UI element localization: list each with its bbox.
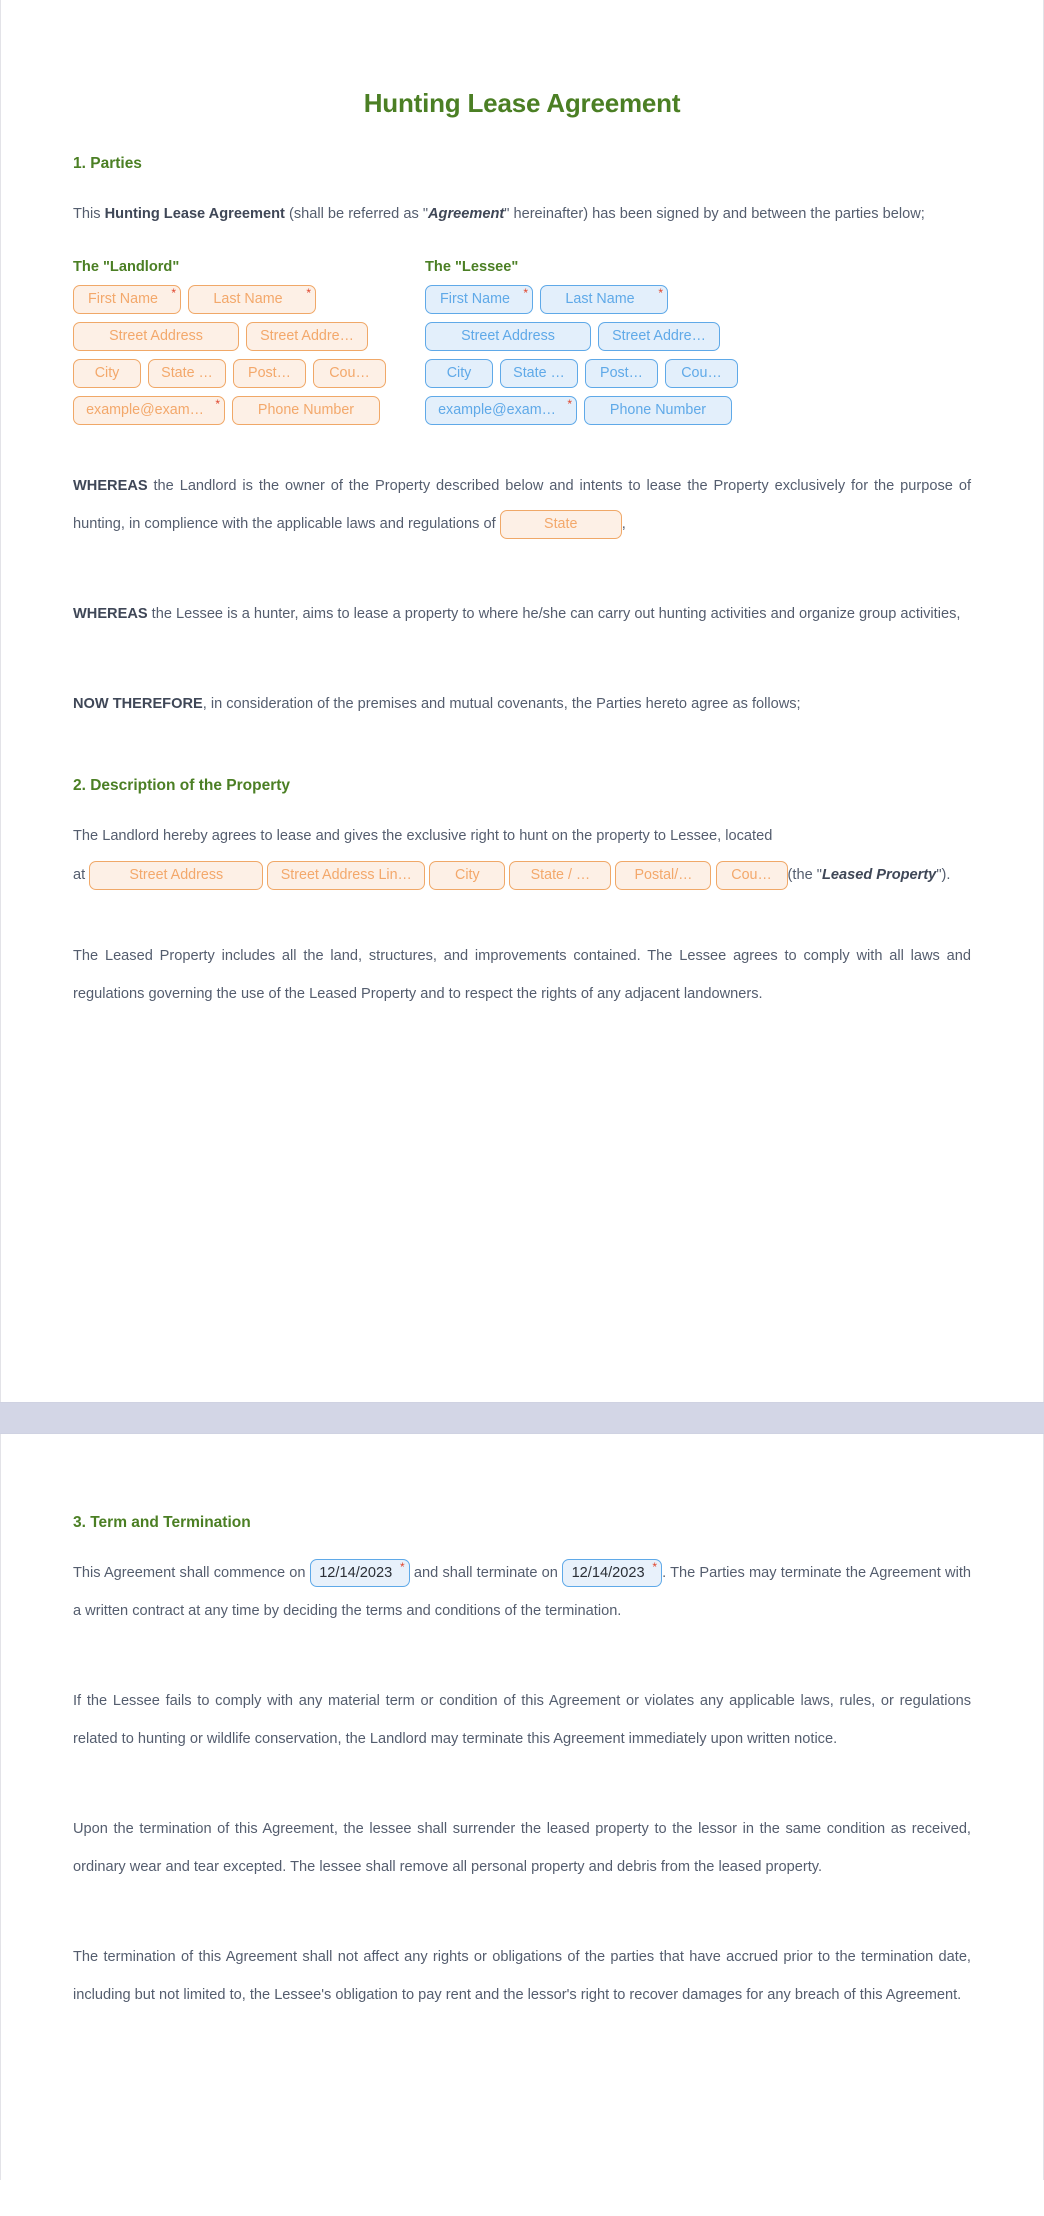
intro-agreement-italic: Agreement: [428, 206, 505, 222]
lessee-postal-input[interactable]: Post…: [585, 359, 658, 388]
start-date-input[interactable]: [310, 1559, 410, 1587]
landlord-email-placeholder: example@exam…: [86, 402, 204, 418]
intro-text-c: (shall be referred as ": [284, 206, 428, 222]
whereas-landlord-paragraph: [73, 467, 971, 543]
landlord-email-input[interactable]: [73, 396, 225, 425]
landlord-postal-input[interactable]: Post…: [233, 359, 306, 388]
whereas-lessee-paragraph: [73, 595, 971, 633]
start-date-value: 12/14/2023: [319, 1565, 393, 1582]
property-address-line: [73, 855, 971, 895]
lessee-city-input[interactable]: City: [425, 359, 493, 388]
landlord-first-name-input[interactable]: [73, 285, 181, 314]
lessee-street-address-input[interactable]: Street Address: [425, 322, 591, 351]
landlord-address-row: [73, 322, 397, 351]
leased-property-text-c: ").: [936, 867, 951, 884]
now-therefore-paragraph: [73, 685, 971, 723]
term-text-c: . The Parties may terminate the Agreement with a written contract at any time by deciding the terms and conditions of the termination.: [73, 1565, 971, 1619]
landlord-phone-input[interactable]: Phone Number: [232, 396, 380, 425]
lessee-name-row: [425, 285, 749, 314]
property-street-address-input[interactable]: Street Address: [89, 861, 263, 890]
required-asterisk-icon: *: [171, 286, 176, 300]
term-breach-paragraph: If the Lessee fails to comply with any material term or condition of this Agreement or violates any applicable laws, rules, or regulations related to hunting or wildlife conservation, the Landlord may terminate this Agreement immediately upon written notice.: [73, 1693, 971, 1747]
property-description-paragraph: The Leased Property includes all the land, structures, and improvements contained. The Lessee agrees to comply with all laws and regulations governing the use of the Leased Property and to respect the rights of any adjacent landowners.: [73, 948, 971, 1003]
term-commencement-paragraph: [73, 1554, 971, 1630]
spacer: [73, 1912, 971, 1938]
spacer: [73, 895, 971, 937]
term-surrender-paragraph: Upon the termination of this Agreement, the lessee shall surrender the leased property to the lessor in the same condition as received, ordinary wear and tear excepted. The lessee shall remove all personal property and debris from the leased property.: [73, 1821, 971, 1875]
section-heading-parties: 1. Parties: [73, 155, 142, 172]
term-accrued-rights-paragraph: The termination of this Agreement shall not affect any rights or obligations of the parties that have accrued prior to the termination date, including but not limited to, the Lessee's obligation to pay rent and the lessor's right to recover damages for any breach of this Agreement.: [73, 1949, 971, 2003]
term-text-a: This Agreement shall commence on: [73, 1565, 310, 1581]
now-therefore-label: NOW THEREFORE: [73, 696, 203, 713]
landlord-contact-row: [73, 396, 397, 425]
property-state-input[interactable]: State / …: [509, 861, 611, 890]
lessee-last-name-input[interactable]: [540, 285, 668, 314]
lessee-email-placeholder: example@exam…: [438, 402, 556, 418]
spacer: [73, 569, 971, 595]
landlord-city-input[interactable]: City: [73, 359, 141, 388]
spacer: [73, 659, 971, 685]
whereas-2-label: WHEREAS: [73, 606, 148, 623]
landlord-first-name-placeholder: First Name: [88, 291, 158, 307]
required-asterisk-icon: *: [652, 1560, 658, 1575]
whereas-state-field-wrap: [500, 505, 622, 543]
document-page-2: [0, 1434, 1044, 2180]
intro-agreement-bold: Hunting Lease Agreement: [104, 206, 285, 222]
end-date-value: 12/14/2023: [571, 1565, 645, 1582]
intro-text-e: " hereinafter) has been signed by and between the parties below;: [504, 206, 925, 222]
landlord-street-address-2-input[interactable]: Street Addre…: [246, 322, 368, 351]
parties-intro-paragraph: [73, 195, 971, 233]
landlord-last-name-input[interactable]: [188, 285, 316, 314]
page-title: Hunting Lease Agreement: [363, 88, 681, 118]
landlord-column: [73, 259, 397, 433]
lessee-contact-row: [425, 396, 749, 425]
lessee-phone-input[interactable]: Phone Number: [584, 396, 732, 425]
lessee-locality-row: [425, 359, 749, 388]
property-lead-paragraph: The Landlord hereby agrees to lease and gives the exclusive right to hunt on the property to Lessee, located: [73, 828, 773, 845]
lessee-last-name-placeholder: Last Name: [565, 291, 635, 307]
property-city-input[interactable]: City: [429, 861, 505, 890]
landlord-label: The "Landlord": [73, 259, 180, 275]
lessee-street-address-2-input[interactable]: Street Addre…: [598, 322, 720, 351]
required-asterisk-icon: *: [400, 1560, 405, 1575]
landlord-name-row: [73, 285, 397, 314]
page-separator: [0, 1402, 1044, 1434]
required-asterisk-icon: *: [523, 286, 528, 300]
property-country-input[interactable]: Cou…: [716, 861, 788, 890]
landlord-locality-row: [73, 359, 397, 388]
section-heading-property: 2. Description of the Property: [73, 777, 291, 795]
lessee-email-input[interactable]: [425, 396, 577, 425]
whereas-1-comma: ,: [621, 516, 626, 532]
whereas-1-text: the Landlord is the owner of the Property described below and intents to lease the Property exclusively for the purpose of hunting, in complience with the applicable laws and regulations of: [73, 478, 971, 532]
landlord-street-address-input[interactable]: Street Address: [73, 322, 239, 351]
lessee-country-input[interactable]: Cou…: [665, 359, 738, 388]
spacer: [73, 1784, 971, 1810]
property-at-label: at: [73, 867, 86, 884]
lessee-column: [425, 259, 749, 433]
parties-columns: [73, 259, 971, 433]
property-street-address-2-input[interactable]: Street Address Lin…: [267, 861, 425, 890]
section-heading-term: 3. Term and Termination: [73, 1514, 251, 1531]
lessee-state-input[interactable]: State …: [500, 359, 578, 388]
whereas-1-label: WHEREAS: [73, 478, 148, 494]
property-postal-input[interactable]: Postal/…: [615, 861, 711, 890]
leased-property-term: Leased Property: [821, 867, 937, 884]
lessee-address-row: [425, 322, 749, 351]
intro-text-a: This: [73, 206, 105, 222]
now-therefore-text: , in consideration of the premises and mutual covenants, the Parties hereto agree as follows;: [202, 696, 801, 713]
required-asterisk-icon: *: [658, 286, 663, 300]
landlord-last-name-placeholder: Last Name: [213, 291, 283, 307]
end-date-input[interactable]: [562, 1559, 662, 1587]
landlord-state-input[interactable]: State …: [148, 359, 226, 388]
lessee-first-name-input[interactable]: [425, 285, 533, 314]
required-asterisk-icon: *: [306, 286, 311, 300]
term-text-b: and shall terminate on: [409, 1565, 563, 1581]
lessee-label: The "Lessee": [425, 259, 519, 275]
leased-property-text-a: (the ": [787, 867, 822, 884]
required-asterisk-icon: *: [215, 397, 220, 411]
spacer: [73, 1656, 971, 1682]
governing-state-input[interactable]: State: [500, 510, 622, 539]
required-asterisk-icon: *: [567, 397, 572, 411]
landlord-country-input[interactable]: Cou…: [313, 359, 386, 388]
whereas-2-text: the Lessee is a hunter, aims to lease a property to where he/she can carry out hunting activities and organize group activities,: [147, 606, 961, 623]
lessee-first-name-placeholder: First Name: [440, 291, 510, 307]
